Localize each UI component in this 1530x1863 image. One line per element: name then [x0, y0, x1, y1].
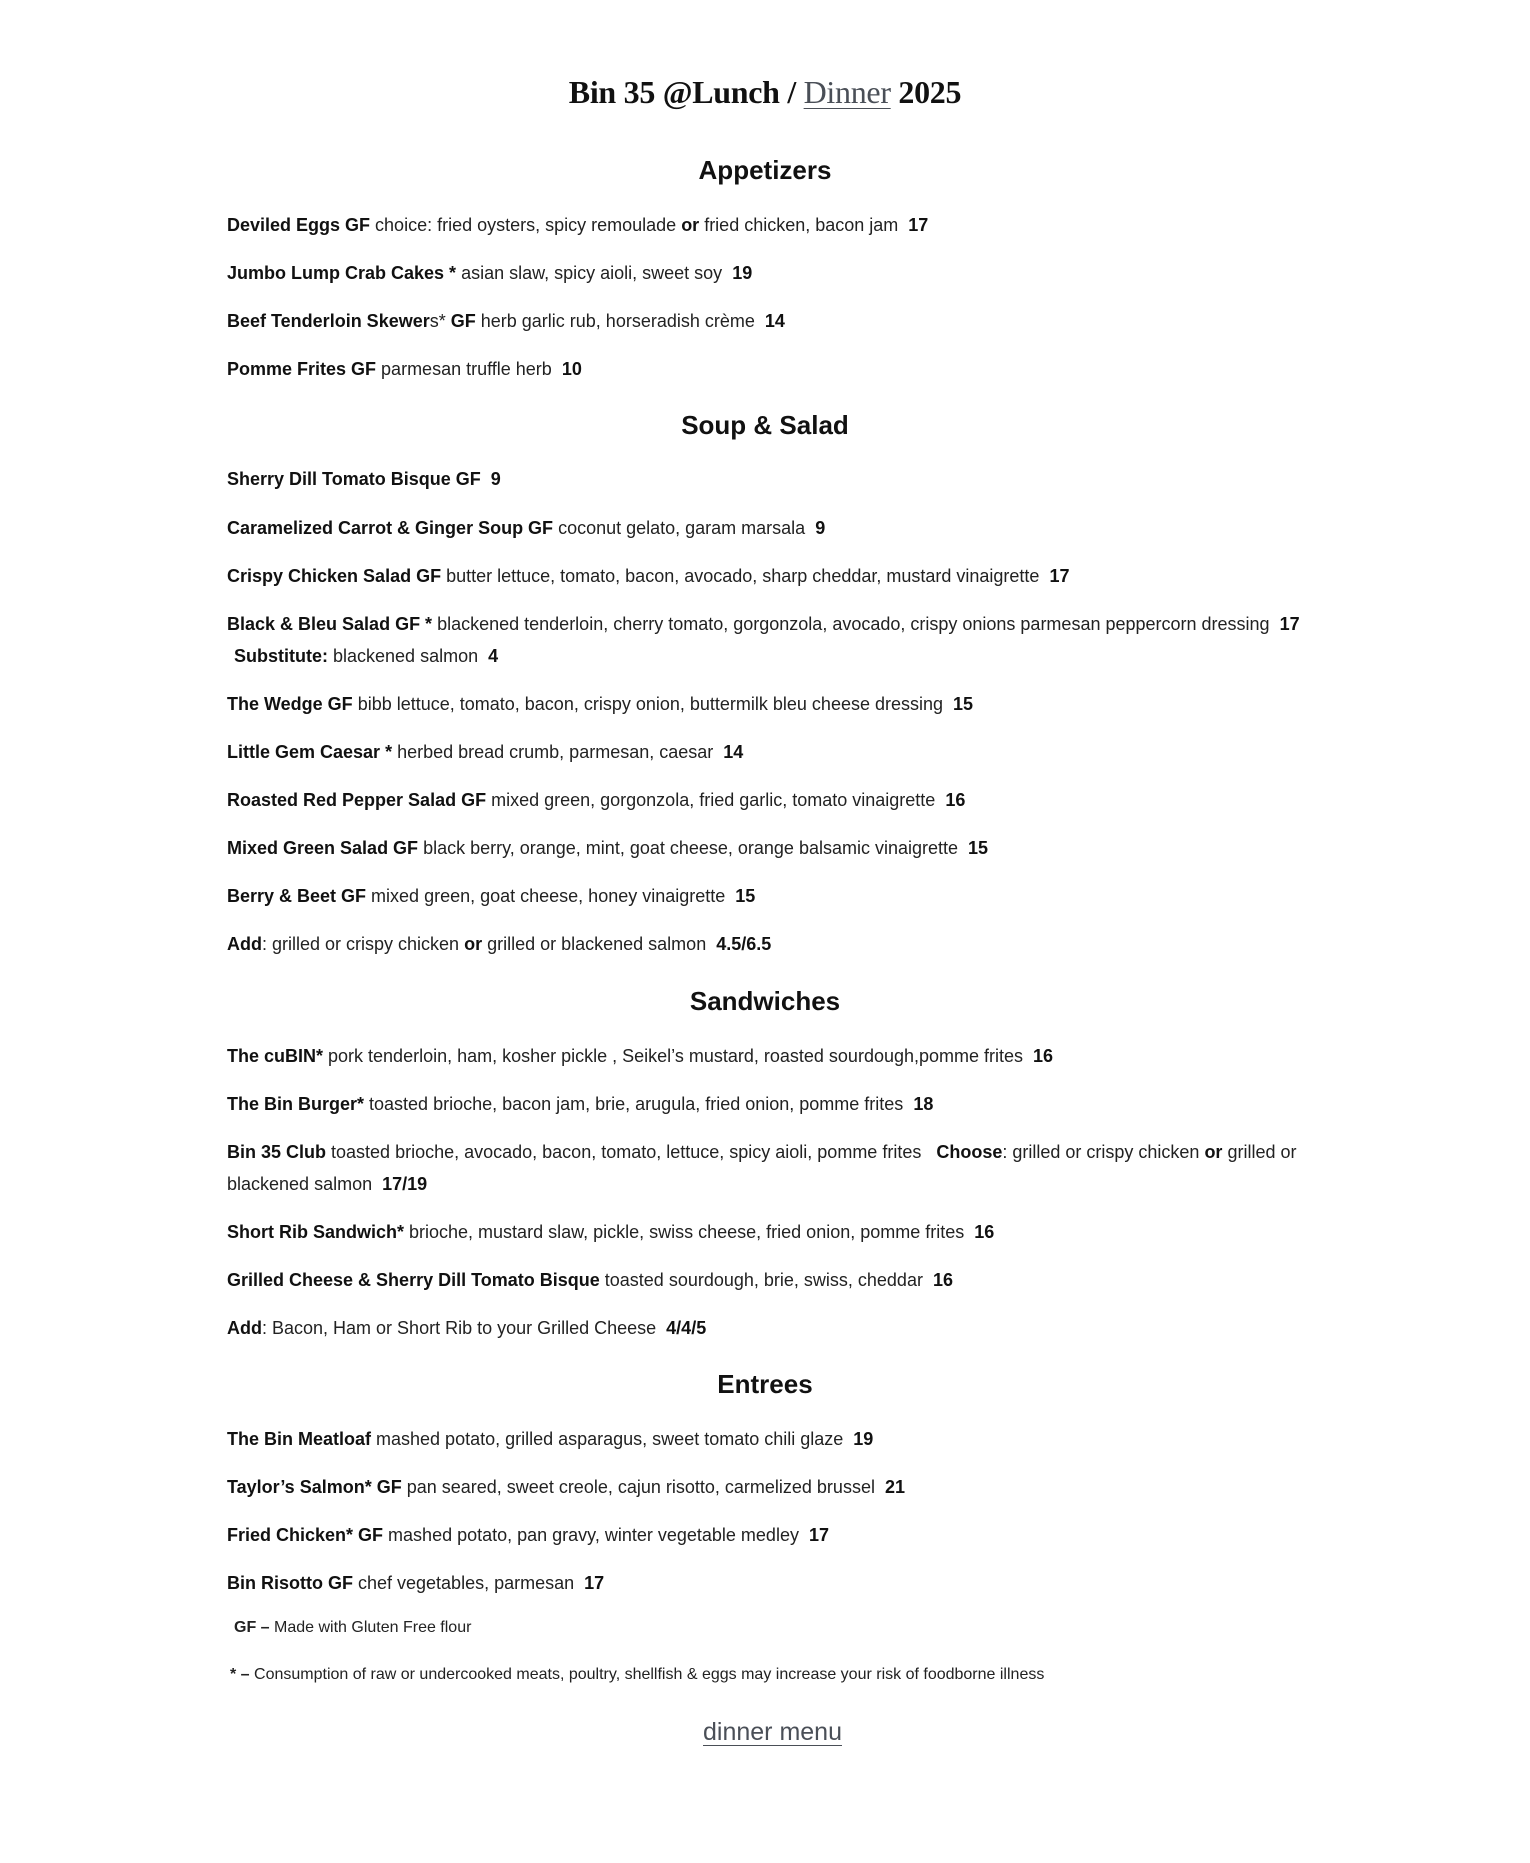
item-price: 17 — [584, 1573, 605, 1593]
item-description: grilled or blackened salmon — [482, 934, 707, 954]
menu-item-bin-burger — [227, 1088, 1317, 1120]
page-title — [0, 74, 1530, 111]
item-description: butter lettuce, tomato, bacon, avocado, sharp cheddar, mustard vinaigrette — [441, 566, 1040, 586]
item-description: bibb lettuce, tomato, bacon, crispy onion, buttermilk bleu cheese dressing — [352, 694, 944, 714]
item-price: 16 — [945, 790, 966, 810]
raw-food-warning — [230, 1666, 1320, 1684]
item-name: Berry & Beet GF — [227, 886, 367, 906]
item-price: 17 — [808, 1525, 829, 1545]
note-text: Consumption of raw or undercooked meats, poultry, shellfish & eggs may increase your risk of foodborne illness — [249, 1666, 1045, 1683]
menu-item-sandwich-add — [227, 1312, 1317, 1344]
menu-item-mixed-green-salad — [227, 832, 1317, 864]
item-name: Deviled Eggs GF — [227, 215, 371, 235]
menu-item-little-gem-caesar — [227, 736, 1317, 768]
item-description: brioche, mustard slaw, pickle, swiss cheese, fried onion, pomme frites — [404, 1222, 965, 1242]
item-description: choice: fried oysters, spicy remoulade — [370, 215, 682, 235]
item-name: The cuBIN* — [227, 1046, 324, 1066]
item-name: Taylor’s Salmon* GF — [227, 1477, 402, 1497]
or-text: or — [681, 215, 700, 235]
item-name: Caramelized Carrot & Ginger Soup GF — [227, 518, 554, 538]
item-description: chef vegetables, parmesan — [352, 1573, 575, 1593]
menu-item-risotto — [227, 1567, 1317, 1599]
menu-item-meatloaf — [227, 1423, 1317, 1455]
item-name: The Bin Burger* — [227, 1094, 365, 1114]
item-description: toasted sourdough, brie, swiss, cheddar — [599, 1270, 923, 1290]
item-description: herbed bread crumb, parmesan, caesar — [392, 742, 714, 762]
item-price: 15 — [968, 838, 989, 858]
item-price: 17 — [908, 215, 929, 235]
menu-item-pomme-frites — [227, 353, 1317, 385]
item-price: 16 — [932, 1270, 953, 1290]
menu-item-berry-beet — [227, 880, 1317, 912]
menu-item-crab-cakes — [227, 257, 1317, 289]
menu-item-tomato-bisque — [227, 463, 1317, 495]
item-name: Crispy Chicken Salad GF — [227, 566, 442, 586]
dinner-title-link[interactable]: Dinner — [803, 74, 891, 110]
note-text: Made with Gluten Free flour — [269, 1619, 472, 1636]
item-price: 18 — [913, 1094, 934, 1114]
item-price: 9 — [815, 518, 826, 538]
item-price: 15 — [735, 886, 756, 906]
menu-item-black-bleu-salad — [227, 608, 1317, 640]
item-description: black berry, orange, mint, goat cheese, orange balsamic vinaigrette — [418, 838, 959, 858]
item-price: 4/4/5 — [666, 1318, 707, 1338]
item-description: mashed potato, grilled asparagus, sweet tomato chili glaze — [371, 1429, 844, 1449]
item-description: mixed green, goat cheese, honey vinaigrette — [366, 886, 726, 906]
note-label: GF – — [234, 1619, 270, 1636]
add-label: Add — [227, 1318, 262, 1338]
dinner-menu-link[interactable]: dinner menu — [703, 1718, 842, 1746]
item-description: blackened tenderloin, cherry tomato, gorgonzola, avocado, crispy onions parmesan peppercorn dressing — [432, 614, 1270, 634]
item-name: Grilled Cheese & Sherry Dill Tomato Bisque — [227, 1270, 600, 1290]
menu-item-substitute — [234, 640, 1324, 672]
item-name: Fried Chicken* GF — [227, 1525, 384, 1545]
item-name: Sherry Dill Tomato Bisque GF — [227, 469, 481, 489]
menu-item-short-rib — [227, 1216, 1317, 1248]
add-label: Add — [227, 934, 262, 954]
item-name: Bin 35 Club — [227, 1142, 327, 1162]
item-name: Little Gem Caesar * — [227, 742, 393, 762]
menu-item-wedge — [227, 688, 1317, 720]
item-description: mixed green, gorgonzola, fried garlic, tomato vinaigrette — [486, 790, 936, 810]
item-price: 19 — [853, 1429, 874, 1449]
item-name-suffix: s* — [429, 311, 446, 331]
item-price: 17 — [1049, 566, 1070, 586]
item-name: Mixed Green Salad GF — [227, 838, 419, 858]
item-price: 14 — [764, 311, 785, 331]
menu-item-grilled-cheese — [227, 1264, 1317, 1296]
item-name: Bin Risotto GF — [227, 1573, 353, 1593]
menu-item-bin-club — [227, 1136, 1317, 1200]
item-description: grilled or blackened salmon — [227, 1142, 1297, 1194]
item-price: 15 — [953, 694, 974, 714]
item-price: 17/19 — [382, 1174, 428, 1194]
choose-label: Choose — [936, 1142, 1003, 1162]
section-heading-appetizers: Appetizers — [698, 155, 832, 185]
menu-item-salmon — [227, 1471, 1317, 1503]
item-price: 16 — [974, 1222, 995, 1242]
menu-item-salad-add — [227, 928, 1317, 960]
gluten-free-note — [234, 1619, 1324, 1637]
item-name: Roasted Red Pepper Salad GF — [227, 790, 487, 810]
item-description: : grilled or crispy chicken — [262, 934, 465, 954]
item-description: toasted brioche, avocado, bacon, tomato, lettuce, spicy aioli, pomme frites — [326, 1142, 922, 1162]
item-name: The Bin Meatloaf — [227, 1429, 372, 1449]
item-price: 14 — [723, 742, 744, 762]
menu-item-deviled-eggs — [227, 209, 1317, 241]
item-price: 19 — [732, 263, 753, 283]
item-description: pan seared, sweet creole, cajun risotto, carmelized brussel — [401, 1477, 875, 1497]
title-text: Bin 35 @Lunch / — [568, 74, 804, 110]
or-text: or — [464, 934, 483, 954]
item-price: 4 — [488, 646, 499, 666]
item-description: blackened salmon — [328, 646, 479, 666]
item-description: pork tenderloin, ham, kosher pickle , Seikel’s mustard, roasted sourdough,pomme frites — [323, 1046, 1024, 1066]
item-description: toasted brioche, bacon jam, brie, arugula, fried onion, pomme frites — [364, 1094, 904, 1114]
item-price: 10 — [561, 359, 582, 379]
item-price: 9 — [490, 469, 501, 489]
item-price: 17 — [1279, 614, 1300, 634]
item-name: The Wedge GF — [227, 694, 353, 714]
section-heading-sandwiches: Sandwiches — [689, 986, 841, 1016]
menu-item-beef-skewers — [227, 305, 1317, 337]
item-price: 21 — [884, 1477, 905, 1497]
section-heading-soup-salad: Soup & Salad — [681, 410, 849, 440]
item-description: parmesan truffle herb — [376, 359, 552, 379]
menu-item-crispy-chicken-salad — [227, 560, 1317, 592]
item-description: fried chicken, bacon jam — [699, 215, 899, 235]
item-description: : Bacon, Ham or Short Rib to your Grilled Cheese — [262, 1318, 657, 1338]
item-price: 16 — [1033, 1046, 1054, 1066]
item-name: Beef Tenderloin Skewer — [227, 311, 430, 331]
menu-item-fried-chicken — [227, 1519, 1317, 1551]
item-name: Black & Bleu Salad GF * — [227, 614, 433, 634]
item-name: Pomme Frites GF — [227, 359, 377, 379]
or-text: or — [1204, 1142, 1223, 1162]
section-heading-entrees: Entrees — [717, 1369, 813, 1399]
item-price: 4.5/6.5 — [716, 934, 772, 954]
item-name: Jumbo Lump Crab Cakes * — [227, 263, 457, 283]
title-year: 2025 — [890, 74, 962, 110]
item-description: mashed potato, pan gravy, winter vegetable medley — [383, 1525, 799, 1545]
gf-label: GF — [445, 311, 476, 331]
menu-item-carrot-soup — [227, 512, 1317, 544]
item-description: asian slaw, spicy aioli, sweet soy — [456, 263, 723, 283]
item-name: Short Rib Sandwich* — [227, 1222, 405, 1242]
item-description: herb garlic rub, horseradish crème — [475, 311, 755, 331]
note-label: * – — [230, 1666, 250, 1683]
item-description: : grilled or crispy chicken — [1002, 1142, 1205, 1162]
menu-item-red-pepper-salad — [227, 784, 1317, 816]
item-description: coconut gelato, garam marsala — [553, 518, 806, 538]
substitute-label: Substitute: — [234, 646, 328, 666]
menu-item-cubin — [227, 1040, 1317, 1072]
